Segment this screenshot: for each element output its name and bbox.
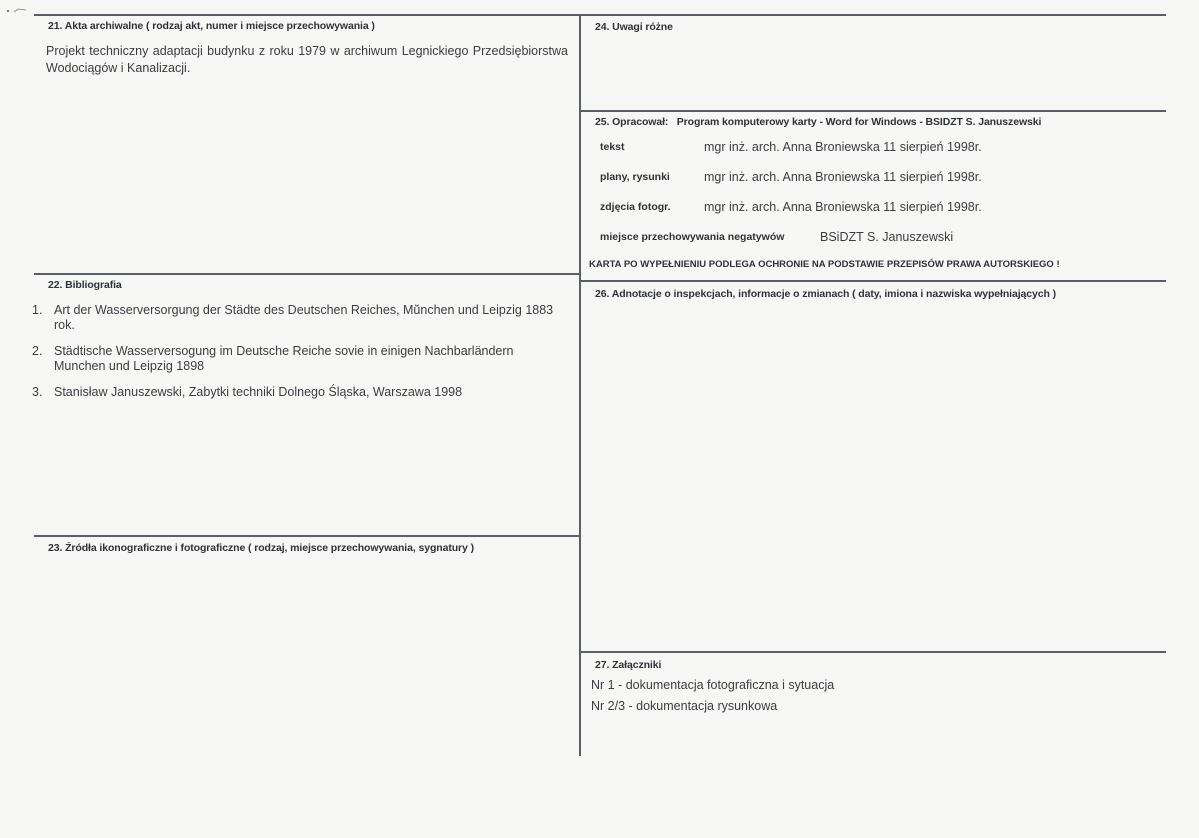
list-item-text: Stanisław Januszewski, Zabytki techniki Dolnego Śląska, Warszawa 1998 [54, 385, 463, 399]
section-25-heading: 25. Opracował: Program komputerowy karty - Word for Windows - BSIDZT S. Januszewski [595, 116, 1042, 128]
rule-25-26 [580, 280, 1166, 282]
bibliography-list [32, 303, 568, 411]
section-26-heading: 26. Adnotacje o inspekcjach, informacje o zmianach ( daty, imiona i nazwiska wypełniających ) [595, 288, 1057, 300]
rule-24-25 [580, 110, 1166, 112]
copyright-notice: KARTA PO WYPEŁNIENIU PODLEGA OCHRONIE NA PODSTAWIE PRZEPISÓW PRAWA AUTORSKIEGO ! [589, 259, 1060, 270]
author-row-photos [600, 199, 671, 213]
center-divider [579, 14, 581, 756]
section-22-heading: 22. Bibliografia [48, 279, 122, 291]
top-right-rule [580, 14, 1166, 16]
section-21-heading: 21. Akta archiwalne ( rodzaj akt, numer i miejsce przechowywania ) [48, 20, 375, 32]
author-row-text [600, 139, 625, 153]
rule-26-27 [580, 651, 1166, 653]
list-item-text: Art der Wasserversorgung der Städte des Deutschen Reiches, Mŭnchen und Leipzig 1883 rok. [54, 303, 554, 332]
attachment-item: Nr 1 - dokumentacja fotograficzna i sytuacja [591, 678, 835, 692]
list-item-number: 3. [32, 385, 43, 399]
list-item-text: Städtische Wasserversogung im Deutsche Reiche sovie in einigen Nachbarländern Munchen und Leipzig 1898 [54, 344, 514, 373]
author-row-value: BSiDZT S. Januszewski [820, 230, 954, 244]
section-21-text: Projekt techniczny adaptacji budynku z roku 1979 w archiwum Legnickiego Przedsiębiorstwa Wodociągów i Kanalizacji. [46, 44, 568, 75]
top-left-rule [34, 14, 580, 16]
list-item [32, 344, 568, 374]
author-row-label: plany, rysunki [600, 171, 670, 183]
author-row-drawings [600, 169, 670, 183]
author-row-label: zdjęcia fotogr. [600, 201, 671, 213]
rule-22-23 [34, 535, 580, 537]
author-row-value: mgr inż. arch. Anna Broniewska 11 sierpień 1998r. [704, 200, 982, 214]
author-row-label: miejsce przechowywania negatywów [600, 231, 785, 243]
author-row-value: mgr inż. arch. Anna Broniewska 11 sierpień 1998r. [704, 170, 982, 184]
list-item [32, 385, 568, 400]
list-item [32, 303, 568, 333]
author-row-label: tekst [600, 141, 625, 153]
author-row-value: mgr inż. arch. Anna Broniewska 11 sierpień 1998r. [704, 140, 982, 154]
list-item-number: 2. [32, 344, 43, 358]
section-23-heading: 23. Źródła ikonograficzne i fotograficzne ( rodzaj, miejsce przechowywania, sygnatury ) [48, 542, 474, 554]
attachment-item: Nr 2/3 - dokumentacja rysunkowa [591, 699, 778, 713]
list-item-number: 1. [32, 303, 43, 317]
section-27-heading: 27. Załączniki [595, 659, 662, 671]
rule-21-22 [34, 273, 580, 275]
section-24-heading: 24. Uwagi różne [595, 21, 673, 33]
corner-mark-icon [6, 8, 28, 14]
author-row-negatives [600, 229, 784, 243]
